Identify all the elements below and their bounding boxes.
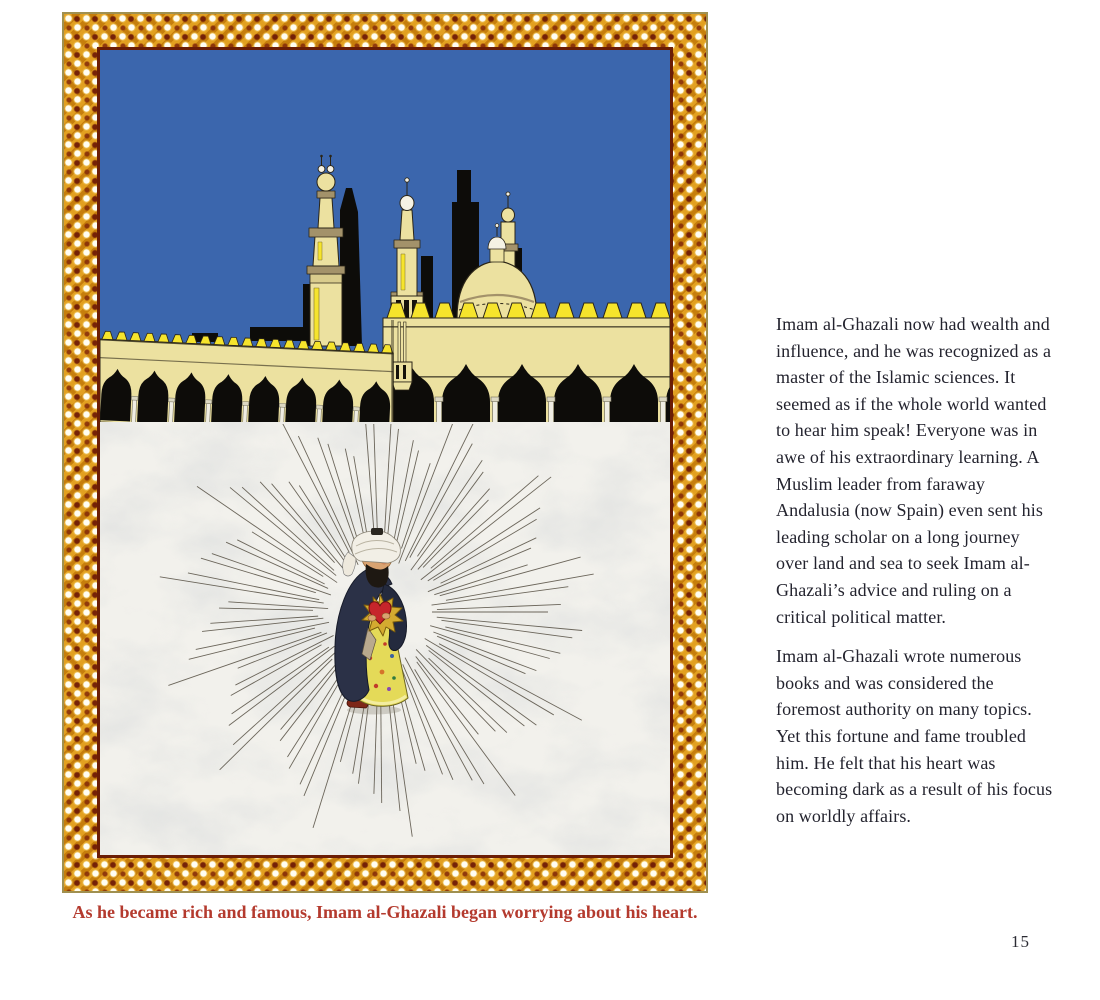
roof-shadow bbox=[250, 327, 304, 341]
ghazali-figure bbox=[335, 528, 408, 715]
turban-crest bbox=[371, 528, 383, 535]
courtyard-wall-right bbox=[383, 303, 670, 434]
paragraph-1: Imam al-Ghazali now had wealth and influence, and he was recognized as a master of the Islamic sciences. It seemed as if the whole world wanted to hear him speak! Everyone was in awe of his extraordinary learning. A Muslim leader from faraway Andalusia (now Spain) even sent his leading scholar on a long journey over land and sea to seek Imam al-Ghazali’s advice and ruling on a critical political matter. bbox=[776, 314, 1052, 627]
cupola bbox=[490, 248, 504, 262]
hand bbox=[382, 613, 390, 619]
ornamental-border-inner bbox=[97, 47, 673, 858]
page-number: 15 bbox=[1011, 932, 1030, 951]
paragraph-2: Imam al-Ghazali wrote numerous books and was considered the foremost authority on many topics. Yet this fortune and fame troubled him. He felt that his heart was becoming dark as a result of his focus on worldly affairs. bbox=[776, 646, 1053, 826]
illustration-frame bbox=[62, 12, 708, 893]
hand bbox=[368, 615, 376, 621]
body-text-column bbox=[776, 311, 1053, 842]
illustration-caption: As he became rich and famous, Imam al-Ghazali began worrying about his heart. bbox=[72, 902, 698, 922]
mosque-illustration bbox=[100, 50, 670, 855]
